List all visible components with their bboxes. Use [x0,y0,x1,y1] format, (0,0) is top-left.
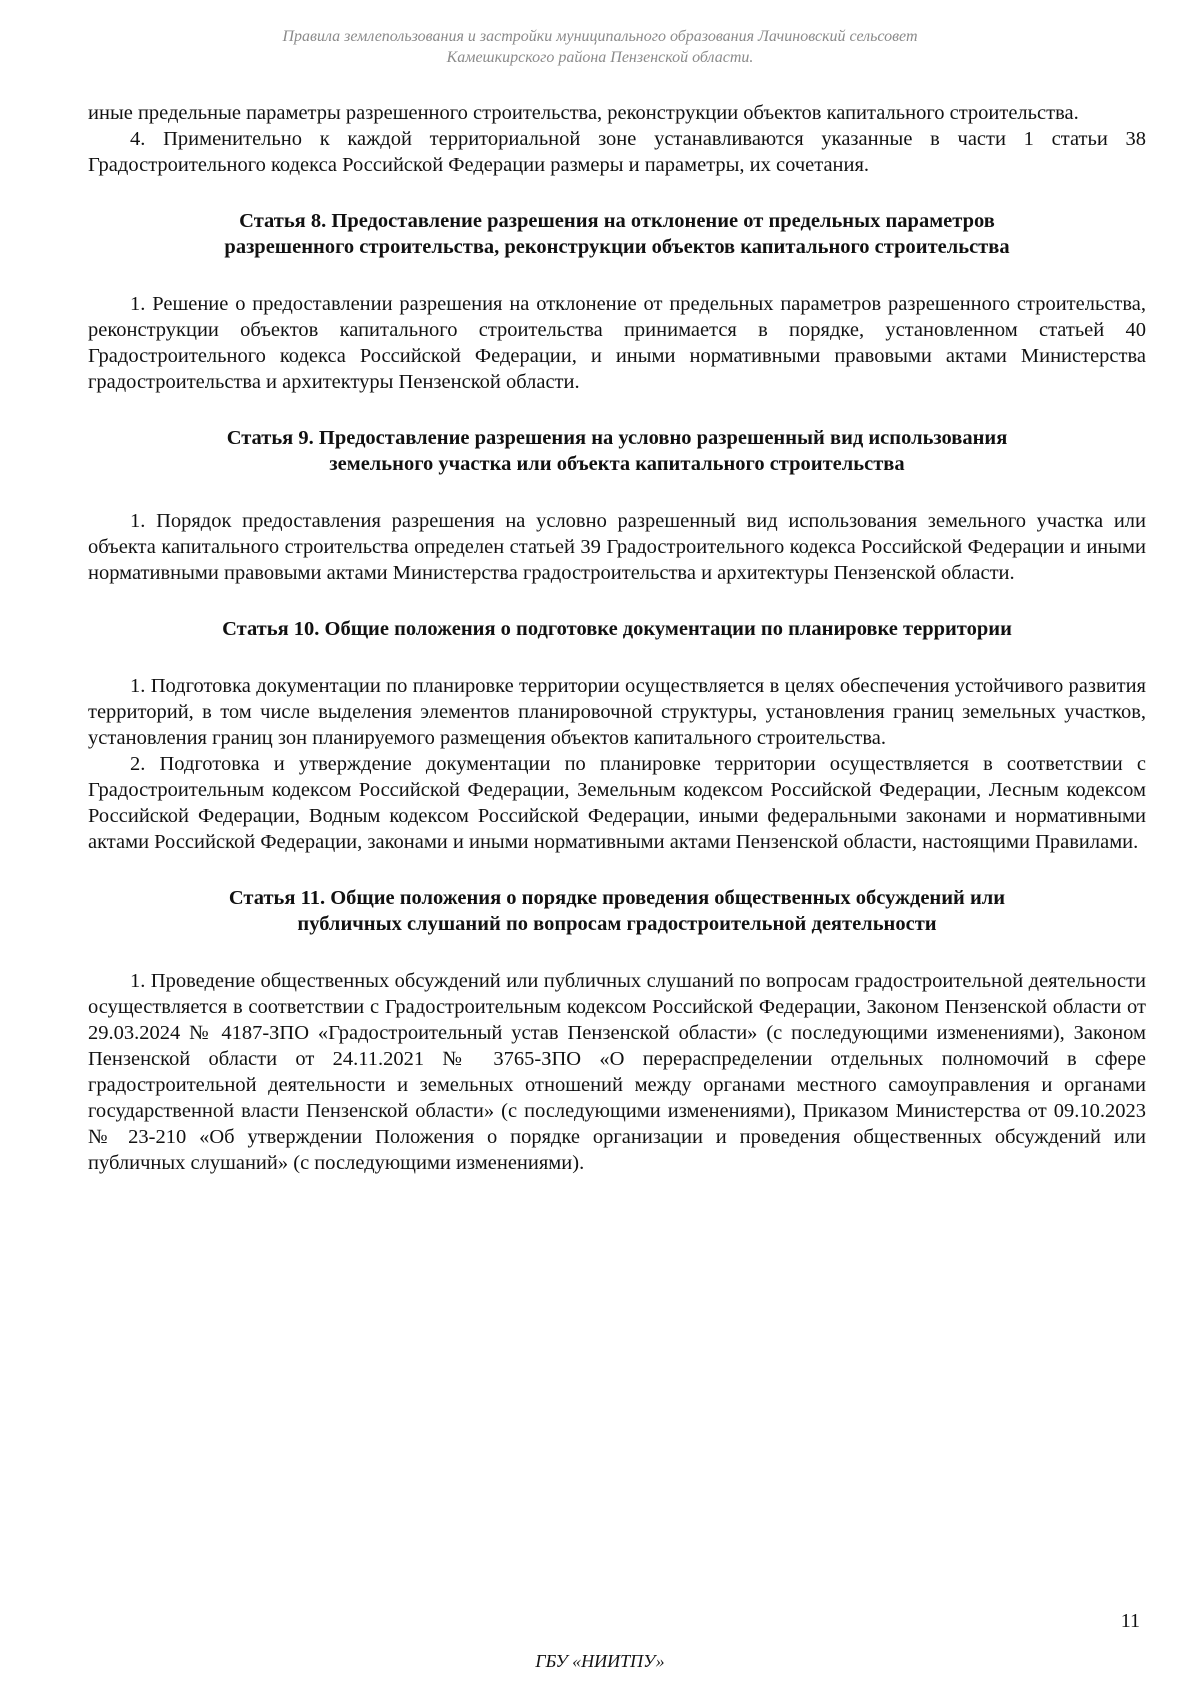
spacer [88,260,1146,291]
article-8-title [88,208,1146,260]
article-8-title-line-2: разрешенного строительства, реконструкции объектов капитального строительства [224,236,1010,258]
article-11-title-line-2: публичных слушаний по вопросам градостроительной деятельности [297,913,937,935]
article-10-title-line-1: Статья 10. Общие положения о подготовке документации по планировке территории [222,618,1012,640]
document-body [88,100,1146,1176]
spacer [88,178,1146,208]
spacer [88,395,1146,425]
article-10-paragraph-1: 1. Подготовка документации по планировке территории осуществляется в целях обеспечения устойчивого развития территорий, в том числе выделения элементов планировочной структуры, установления границ земельных участков, установления границ зон планируемого размещения объектов капитального строительства. [88,675,1146,749]
running-footer: ГБУ «НИИТПУ» [535,1651,665,1671]
spacer [88,586,1146,616]
running-header [150,26,1050,68]
article-11-title [88,885,1146,937]
article-9-paragraph-1: 1. Порядок предоставления разрешения на условно разрешенный вид использования земельного участка или объекта капитального строительства определен статьей 39 Градостроительного кодекса Российской Федерации и иными нормативными правовыми актами Министерства градостроительства и архитектуры Пензенской области. [88,510,1146,584]
running-header-line-1: Правила землепользования и застройки муниципального образования Лачиновский сельсовет [282,28,918,45]
spacer [88,642,1146,673]
paragraph-continuation: иные предельные параметры разрешенного строительства, реконструкции объектов капитального строительства. [88,102,1079,124]
article-8-paragraph-1: 1. Решение о предоставлении разрешения на отклонение от предельных параметров разрешенного строительства, реконструкции объектов капитального строительства принимается в порядке, установленном статьей 40 Градостроительного кодекса Российской Федерации, и иными нормативными правовыми актами Министерства градостроительства и архитектуры Пензенской области. [88,293,1146,393]
spacer [88,937,1146,968]
spacer [88,477,1146,508]
article-10-title [88,616,1146,642]
article-8-title-line-1: Статья 8. Предоставление разрешения на отклонение от предельных параметров [239,210,995,232]
article-11-title-line-1: Статья 11. Общие положения о порядке проведения общественных обсуждений или [228,887,1006,909]
page-number: 11 [1120,1610,1140,1632]
article-10-paragraph-2: 2. Подготовка и утверждение документации по планировке территории осуществляется в соответствии с Градостроительным кодексом Российской Федерации, Земельным кодексом Российской Федерации, Лесным кодексом Российской Федерации, Водным кодексом Российской Федерации, иными федеральными законами и нормативными актами Российской Федерации, законами и иными нормативными актами Пензенской области, настоящими Правилами. [88,753,1146,853]
paragraph-item-4: 4. Применительно к каждой территориальной зоне устанавливаются указанные в части 1 статьи 38 Градостроительного кодекса Российской Федерации размеры и параметры, их сочетания. [88,128,1146,176]
article-9-title-line-2: земельного участка или объекта капитального строительства [329,453,905,475]
article-11-paragraph-1: 1. Проведение общественных обсуждений или публичных слушаний по вопросам градостроительной деятельности осуществляется в соответствии с Градостроительным кодексом Российской Федерации, Законом Пензенской области от 29.03.2024 № 4187-ЗПО «Градостроительный устав Пензенской области» (с последующими изменениями), Законом Пензенской области от 24.11.2021 № 3765-ЗПО «О перераспределении отдельных полномочий в сфере градостроительной деятельности и земельных отношений между органами местного самоуправления и органами государственной власти Пензенской области» (с последующими изменениями), Приказом Министерства от 09.10.2023 № 23-210 «Об утверждении Положения о порядке организации и проведения общественных обсуждений или публичных слушаний» (с последующими изменениями). [88,970,1146,1174]
article-9-title-line-1: Статья 9. Предоставление разрешения на условно разрешенный вид использования [226,427,1008,449]
spacer [88,855,1146,885]
article-9-title [88,425,1146,477]
running-header-line-2: Камешкирского района Пензенской области. [446,49,754,66]
